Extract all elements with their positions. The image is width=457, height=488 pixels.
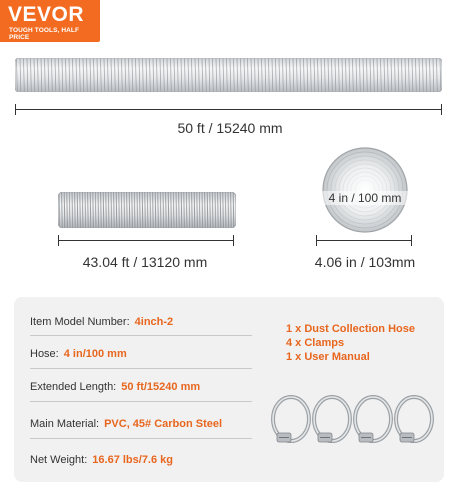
package-item: 4 x Clamps [286, 337, 345, 349]
spec-value: 4 in/100 mm [63, 348, 127, 360]
outer-diameter-label: 4.06 in / 103mm [314, 254, 416, 270]
spec-label: Extended Length: [30, 381, 117, 393]
spec-label: Net Weight: [30, 454, 88, 466]
compressed-length-dimension-line [58, 240, 234, 241]
full-length-dimension-line [15, 109, 442, 110]
package-item: 1 x User Manual [286, 351, 370, 363]
spec-value: PVC, 45# Carbon Steel [104, 418, 223, 430]
brand-tagline: TOUGH TOOLS, HALF PRICE [9, 27, 80, 41]
brand-name: VEVOR [8, 3, 85, 26]
spec-divider [30, 438, 252, 439]
spec-value: 4inch-2 [134, 316, 174, 328]
clamp-icon [355, 397, 391, 442]
spec-panel [14, 297, 444, 482]
clamp-icon [273, 397, 309, 442]
spec-row-weight [30, 454, 173, 466]
spec-divider [30, 335, 252, 336]
clamp-icon [396, 397, 432, 442]
hose-extended-image [15, 58, 442, 92]
spec-value: 16.67 lbs/7.6 kg [92, 454, 173, 466]
outer-diameter-dimension-line [316, 240, 412, 241]
spec-label: Item Model Number: [30, 316, 130, 328]
spec-row-hose [30, 348, 127, 360]
brand-logo [0, 0, 100, 42]
spec-divider [30, 401, 252, 402]
spec-label: Hose: [30, 348, 59, 360]
spec-row-length [30, 381, 200, 393]
clamps-image [269, 389, 441, 459]
full-length-label: 50 ft / 15240 mm [177, 120, 283, 136]
spec-label: Main Material: [30, 418, 100, 430]
package-contents [286, 322, 415, 364]
hose-compressed-image [58, 192, 236, 228]
spec-value: 50 ft/15240 mm [121, 381, 201, 393]
spec-row-material [30, 418, 222, 430]
inner-diameter-label: 4 in / 100 mm [322, 191, 408, 205]
compressed-length-label: 43.04 ft / 13120 mm [82, 254, 208, 270]
hose-end-image [322, 147, 408, 233]
package-item: 1 x Dust Collection Hose [286, 323, 415, 335]
spec-divider [30, 368, 252, 369]
clamp-icon [314, 397, 350, 442]
spec-row-model [30, 316, 173, 328]
